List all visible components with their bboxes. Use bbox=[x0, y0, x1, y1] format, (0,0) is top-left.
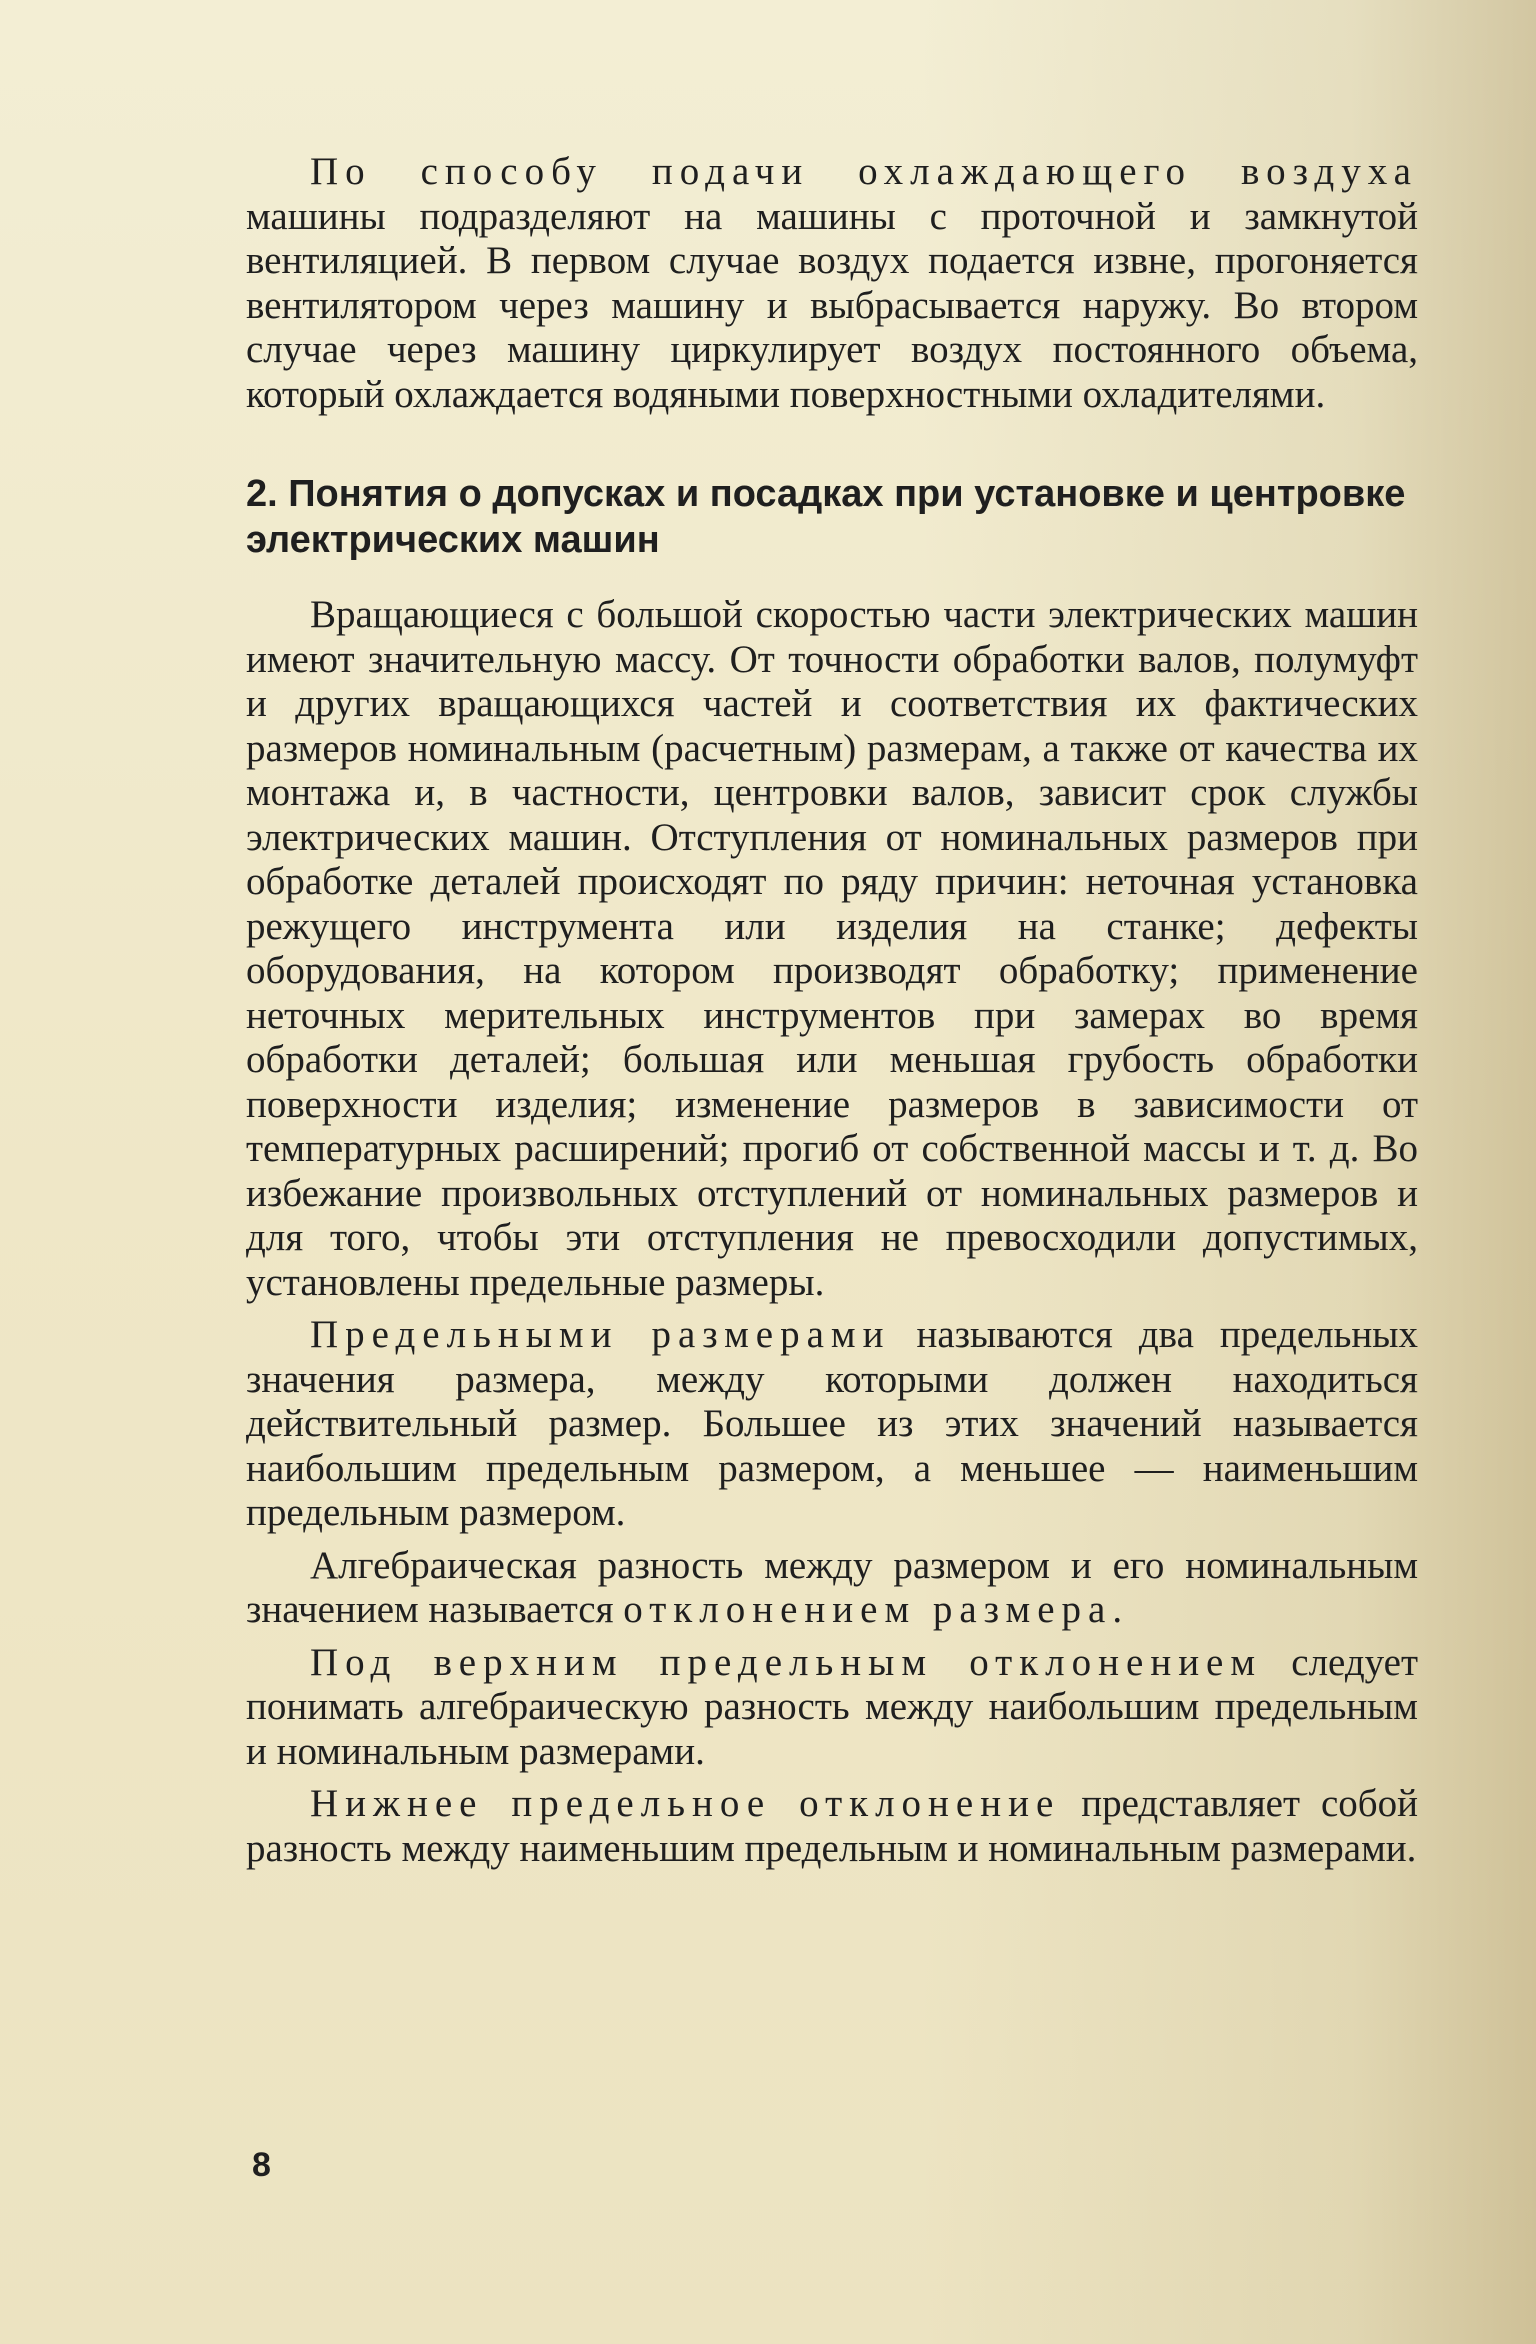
paragraph-upper-deviation bbox=[246, 1641, 1418, 1775]
emphasis-cooling-method: По способу подачи охлаждающего воздуха bbox=[310, 150, 1418, 193]
paragraph-cooling-text: машины подразделяют на машины с проточной и замкнутой вентиляцией. В первом случае воздух подается извне, прогоняется вентилятором через машину и выбрасывается наружу. Во втором случае через машину циркулирует воздух постоянного объема, который охлаждается водяными поверхностными охладителями. bbox=[246, 194, 1418, 416]
paragraph-tolerances-intro: Вращающиеся с большой скоростью части электрических машин имеют значительную массу. От точности обработки валов, полумуфт и других вращающихся частей и соответствия их фактических размеров номинальным (расчетным) размерам, а также от качества их монтажа и, в частности, центровки валов, зависит срок службы электрических машин. Отступления от номинальных размеров при обработке деталей происходят по ряду причин: неточная установка режущего инструмента или изделия на станке; дефекты оборудования, на котором производят обработку; применение неточных мерительных инструментов при замерах во время обработки деталей; большая или меньшая грубость обработки поверхности изделия; изменение размеров в зависимости от температурных расширений; прогиб от собственной массы и т. д. Во избежание произвольных отступлений от номинальных размеров и для того, чтобы эти отступления не превосходили допустимых, установлены предельные размеры. bbox=[246, 593, 1418, 1304]
paragraph-lower-deviation bbox=[246, 1782, 1418, 1871]
term-upper-deviation: Под верхним предельным отклонением bbox=[310, 1640, 1263, 1684]
term-lower-deviation: Нижнее предельное отклонение bbox=[310, 1782, 1061, 1825]
paragraph-upper-deviation-text: следует понимать алгебраическую разность между наибольшим предельным и номинальным размерами. bbox=[246, 1640, 1419, 1773]
page-number: 8 bbox=[252, 2146, 271, 2184]
paragraph-deviation-text: Алгебраическая разность между размером и его номинальным значением называется bbox=[246, 1543, 1418, 1631]
term-limit-sizes: Предельными размерами bbox=[310, 1313, 891, 1356]
paragraph-cooling bbox=[246, 150, 1418, 417]
paragraph-limit-sizes-text: называются два предельных значения размера, между которыми должен находиться действительный размер. Большее из этих значений называется наибольшим предельным размером, а меньшее — наименьшим предельным размером. bbox=[246, 1313, 1418, 1534]
paragraph-lower-deviation-text: представляет собой разность между наименьшим предельным и номинальным размерами. bbox=[246, 1782, 1419, 1870]
text-column bbox=[246, 150, 1418, 1871]
section-heading: 2. Понятия о допусках и посадках при установке и центровке электрических машин bbox=[246, 473, 1406, 561]
paragraph-deviation bbox=[246, 1544, 1418, 1633]
term-deviation: отклонением размера. bbox=[623, 1588, 1130, 1631]
paragraph-limit-sizes bbox=[246, 1313, 1418, 1536]
